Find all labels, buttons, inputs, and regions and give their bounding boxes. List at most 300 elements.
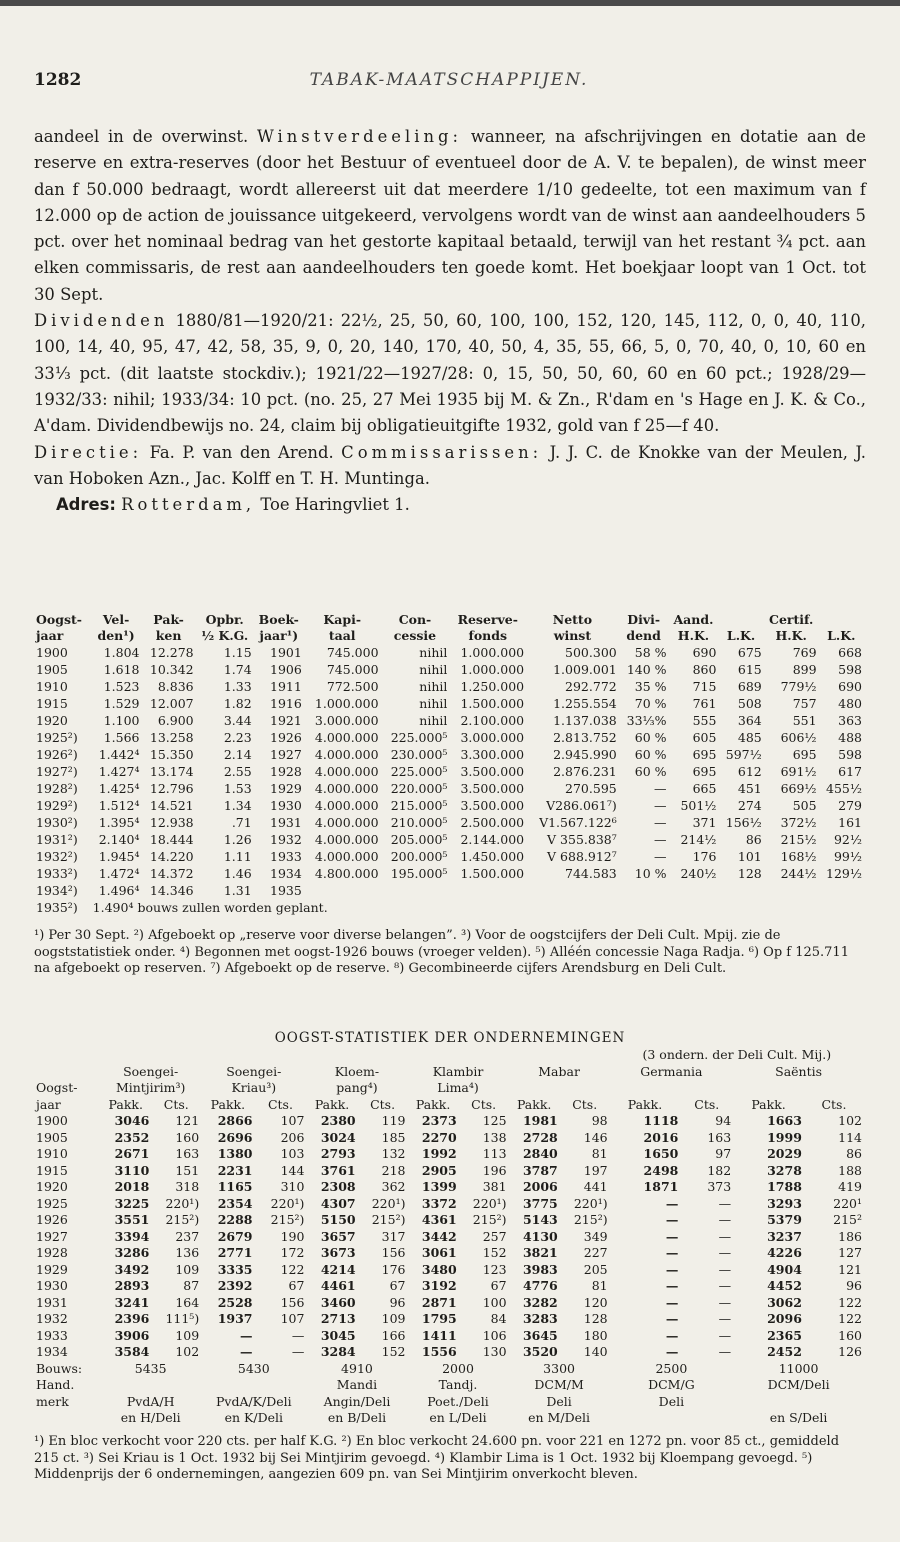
table-cell: 480 — [838, 696, 862, 711]
table-cell: Poet./Deli — [427, 1393, 489, 1409]
table-cell: 1906 — [270, 662, 302, 677]
table-cell: 81 — [591, 1278, 608, 1293]
table-cell: 3673 — [320, 1245, 356, 1260]
winstverdeeling-text: wanneer, na afschrijvingen en dotatie aan de reserve en extra-reserves (door het Bestuur of eventueel door de A. V. te bepalen), de winst meer dan f 50.000 bedraagt, wordt allereerst uit dat meerdere 1/10 gedeelte, tot een maximum van f 12.000 op de action de jouissance uitgekeerd, vervolgens wordt van de winst aan aandeelhouders 5 pct. over het nominaal bedrag van het gestorte kapitaal betaald, terwijl van het restant ¾ pct. aan elken commissaris, de rest aan aandeelhouders ten goede komt. Het boekjaar loopt van 1 Oct. tot 30 Sept. — [34, 127, 866, 304]
column-header — [610, 1080, 734, 1097]
table-cell: 668 — [838, 645, 862, 660]
table-cell: 3983 — [522, 1261, 558, 1277]
table-cell: 163 — [707, 1129, 732, 1145]
table-cell: 1.137.038 — [553, 713, 617, 728]
table-cell: — — [718, 1228, 732, 1244]
column-header: taal — [328, 628, 356, 643]
harvest-statistics-table — [34, 1047, 864, 1427]
table-cell: 1910 — [36, 1146, 68, 1161]
table-cell: 152 — [482, 1245, 507, 1260]
table-cell: 81 — [591, 1146, 608, 1161]
table-cell: merk — [36, 1393, 69, 1409]
column-header: Cts. — [163, 1096, 189, 1112]
column-header: jaar — [36, 1096, 61, 1112]
table-row — [34, 695, 864, 712]
table-cell: 1.804 — [103, 645, 140, 660]
table-cell: 364 — [737, 713, 762, 728]
table-cell: 10 % — [634, 866, 667, 881]
table-cell: 101 — [737, 849, 762, 864]
table-row — [34, 1394, 864, 1411]
table-cell: 200.000⁵ — [390, 849, 448, 864]
table-cell: 176 — [381, 1261, 406, 1277]
table-cell: 1910 — [36, 679, 68, 694]
column-header: Soengei- — [226, 1063, 282, 1079]
table-cell: 598 — [838, 662, 862, 677]
table-cell: 1915 — [36, 696, 68, 711]
table-cell: 695 — [692, 764, 717, 779]
table-cell: 2352 — [114, 1129, 150, 1145]
table-cell: 2500 — [655, 1360, 688, 1376]
table-cell: 2452 — [767, 1344, 802, 1359]
table-row — [34, 1179, 864, 1196]
table-cell: en L/Deli — [429, 1410, 487, 1425]
table-cell: — — [718, 1344, 732, 1359]
table-cell: 3278 — [767, 1162, 802, 1178]
table-cell: 151 — [175, 1162, 200, 1178]
column-header: Aand. — [673, 612, 714, 627]
table-cell: 186 — [838, 1228, 862, 1244]
table-cell: 96 — [389, 1294, 406, 1310]
table-cell: 3787 — [522, 1162, 558, 1178]
table-cell: 1929²) — [36, 798, 78, 813]
column-header: Pakk. — [108, 1096, 143, 1112]
table-cell: 4.000.000 — [314, 747, 379, 762]
table-cell: 60 % — [634, 747, 667, 762]
adres-street: Toe Haringvliet 1. — [260, 495, 410, 515]
table-cell: 3300 — [543, 1360, 575, 1376]
table-cell: 598 — [838, 747, 862, 762]
table-cell: 140 % — [626, 662, 667, 677]
table-cell: 318 — [175, 1179, 200, 1194]
table-cell: — — [665, 1261, 679, 1277]
table-cell: 1.395⁴ — [98, 815, 140, 830]
table-cell: 772.500 — [326, 679, 379, 694]
table-cell: 8.836 — [157, 679, 194, 694]
table-cell: 2.876.231 — [553, 764, 617, 779]
column-header: jaar — [36, 628, 64, 643]
table-cell: 1935²) — [36, 900, 78, 915]
column-header: Kapi- — [323, 612, 362, 627]
table-cell: 2905 — [421, 1162, 457, 1178]
table-cell: Deli — [658, 1393, 685, 1409]
table-cell: 126 — [838, 1344, 862, 1359]
table-cell: 1934 — [36, 1344, 68, 1359]
table-cell: — — [291, 1344, 305, 1359]
table-cell: 102 — [838, 1113, 862, 1128]
table-cell: 163 — [175, 1146, 200, 1161]
table-cell: 555 — [692, 713, 717, 728]
table-cell: — — [718, 1212, 732, 1227]
column-header: ½ K.G. — [201, 628, 249, 643]
column-header: H.K. — [775, 628, 807, 643]
table-cell: 3442 — [421, 1228, 457, 1244]
table-cell: 1935 — [270, 883, 302, 898]
table-cell: 230.000⁵ — [390, 747, 448, 762]
dividenden-paragraph — [34, 308, 866, 439]
table-cell: 2380 — [320, 1113, 356, 1128]
directie-text: Fa. P. van den Arend. — [149, 442, 334, 462]
table-cell: 1933 — [270, 849, 302, 864]
table-cell: 3.500.000 — [460, 781, 525, 796]
adres-city: Rotterdam, — [121, 495, 256, 515]
table-cell: 205.000⁵ — [390, 832, 448, 847]
table-cell: 1.500.000 — [460, 866, 525, 881]
table-cell: 1932 — [270, 832, 302, 847]
table-cell: 1.490⁴ bouws zullen worden geplant. — [92, 900, 328, 915]
column-header: Pakk. — [516, 1096, 552, 1112]
column-header: Cts. — [694, 1096, 720, 1112]
table-cell: 1901 — [270, 645, 302, 660]
table-cell: 11000 — [778, 1360, 819, 1376]
table-cell: 1927 — [36, 1228, 68, 1244]
table-cell: 605 — [692, 730, 717, 745]
column-header — [509, 1080, 610, 1097]
table-cell: 690 — [838, 679, 862, 694]
table-cell: — — [665, 1311, 679, 1326]
table-cell: 1905 — [36, 662, 68, 677]
column-header: Pakk. — [627, 1096, 663, 1112]
table-cell: nihil — [419, 713, 448, 728]
table-cell: 123 — [482, 1261, 507, 1277]
table-cell: 2696 — [217, 1129, 253, 1145]
table-cell: 1.618 — [103, 662, 140, 677]
column-header: Netto — [552, 612, 593, 627]
table-cell: 3061 — [421, 1245, 457, 1260]
table-cell: 60 % — [634, 764, 667, 779]
table-cell: 4.000.000 — [314, 798, 379, 813]
column-header — [34, 1047, 610, 1064]
table-cell: 4226 — [767, 1245, 802, 1260]
table-cell: 4.000.000 — [314, 815, 379, 830]
table-cell: en H/Deli — [120, 1410, 181, 1425]
table-cell: 210.000⁵ — [390, 815, 448, 830]
table-cell: 2.813.752 — [553, 730, 617, 745]
table-cell: 1911 — [270, 679, 302, 694]
table-row — [34, 746, 864, 763]
table-cell: 1900 — [36, 1113, 68, 1128]
column-header: Pakk. — [751, 1096, 786, 1112]
table-cell: 2871 — [421, 1294, 457, 1310]
table-cell: 363 — [838, 713, 862, 728]
table-cell: 109 — [381, 1311, 406, 1326]
table-cell: 144 — [280, 1162, 305, 1178]
table2-footnotes — [34, 1434, 864, 1484]
table-cell: — — [665, 1344, 679, 1359]
table-cell: — — [654, 832, 667, 847]
table-cell — [764, 882, 819, 899]
table-cell: 215½ — [780, 832, 817, 847]
adres-paragraph — [34, 492, 866, 518]
table-cell: 220¹) — [472, 1195, 507, 1211]
table-cell: 1663 — [767, 1113, 802, 1128]
table-cell: 160 — [838, 1327, 862, 1343]
table-cell: 2392 — [217, 1278, 253, 1293]
table-row — [34, 644, 864, 661]
table-cell: 128 — [737, 866, 762, 881]
table-cell: 111⁵) — [165, 1311, 200, 1326]
table-cell: — — [654, 781, 667, 796]
table-cell: — — [718, 1294, 732, 1310]
table-row — [34, 729, 864, 746]
table-header-row — [34, 1080, 864, 1097]
table-cell: 3657 — [320, 1228, 356, 1244]
table-cell: — — [718, 1195, 732, 1211]
column-header: Lima⁴) — [437, 1080, 479, 1095]
table-cell: 1925²) — [36, 730, 78, 745]
dividenden-label: Dividenden — [34, 311, 169, 331]
table-cell: 2365 — [767, 1327, 802, 1343]
table-cell: 1.15 — [223, 645, 252, 660]
table-cell — [526, 882, 619, 899]
table-cell: 182 — [707, 1162, 732, 1178]
table-cell: 485 — [737, 730, 762, 745]
column-header: Soengei- — [123, 1063, 179, 1079]
table-cell: 2528 — [217, 1294, 253, 1310]
table-cell: 5143 — [522, 1212, 558, 1227]
table-cell — [201, 1377, 306, 1394]
column-header: L.K. — [827, 628, 856, 643]
column-header: cessie — [393, 628, 437, 643]
table-cell: 4452 — [767, 1278, 802, 1293]
table-cell: — — [718, 1311, 732, 1326]
table-header-row — [34, 1064, 864, 1081]
table-row — [34, 882, 864, 899]
table-cell: en B/Deli — [327, 1410, 387, 1425]
column-header: Kloem- — [334, 1063, 380, 1079]
table-cell: 3.44 — [223, 713, 252, 728]
table-cell: 98 — [591, 1113, 608, 1128]
table-cell: 5435 — [134, 1360, 167, 1376]
table-cell: DCM/G — [648, 1377, 695, 1392]
overwinst-text: aandeel in de overwinst. — [34, 127, 249, 146]
table-cell: 128 — [583, 1311, 608, 1326]
winstverdeeling-label: Winstverdeeling: — [256, 127, 463, 146]
table-cell: 419 — [838, 1179, 862, 1194]
table-cell: 196 — [482, 1162, 507, 1178]
table-row — [34, 899, 864, 916]
table-cell: — — [665, 1278, 679, 1293]
table-cell: — — [240, 1327, 253, 1343]
table-cell: 4461 — [320, 1278, 356, 1293]
table-cell: — — [718, 1245, 732, 1260]
table-cell: 14.346 — [149, 883, 194, 898]
table-cell: 114 — [838, 1129, 862, 1145]
table-cell: 745.000 — [326, 662, 379, 677]
table-cell: 220¹) — [371, 1195, 406, 1211]
table-cell: .71 — [231, 815, 252, 830]
table-cell: nihil — [419, 679, 448, 694]
table-cell: 617 — [838, 764, 862, 779]
table-cell: — — [665, 1212, 679, 1227]
table-cell: 121 — [838, 1261, 862, 1277]
table-cell: 138 — [482, 1129, 507, 1145]
table-cell — [733, 1394, 864, 1411]
column-header: Cts. — [471, 1096, 497, 1112]
table-cell: 12.007 — [149, 696, 194, 711]
table-cell: DCM/M — [534, 1377, 584, 1392]
table-cell: 1.34 — [223, 798, 252, 813]
table-cell: 109 — [175, 1327, 200, 1343]
table-cell: 1.472⁴ — [98, 866, 140, 881]
column-header: Con- — [398, 612, 432, 627]
column-header: Boek- — [258, 612, 299, 627]
table-cell: 2.23 — [223, 730, 252, 745]
column-group-header: (3 ondern. der Deli Cult. Mij.) — [642, 1047, 832, 1062]
table-cell: 94 — [715, 1113, 732, 1128]
table-cell: 2.55 — [223, 764, 252, 779]
table-cell: 1930 — [270, 798, 302, 813]
table-row — [34, 1229, 864, 1246]
table-cell: 4361 — [421, 1212, 457, 1227]
table-cell: 220¹ — [833, 1195, 862, 1211]
table-cell: 14.521 — [149, 798, 194, 813]
table-row — [34, 1212, 864, 1229]
table-cell: 1934 — [270, 866, 302, 881]
table-cell: — — [665, 1195, 679, 1211]
table-row — [34, 814, 864, 831]
column-header — [34, 1064, 100, 1081]
table-header-row — [34, 612, 864, 628]
table-cell: 1905 — [36, 1129, 68, 1145]
table-cell: 3282 — [522, 1294, 558, 1310]
column-header: Certif. — [769, 612, 814, 627]
table-cell — [669, 882, 719, 899]
table-cell — [610, 1410, 734, 1427]
table-cell: 1930²) — [36, 815, 78, 830]
table-cell: — — [654, 849, 667, 864]
table-cell: 691½ — [780, 764, 817, 779]
top-border — [0, 0, 900, 6]
table-cell: 172 — [280, 1245, 305, 1260]
table-row — [34, 780, 864, 797]
table-cell: 488 — [838, 730, 862, 745]
table-cell: 146 — [583, 1129, 608, 1145]
table-cell: V 688.912⁷ — [547, 849, 617, 864]
table-cell: 3045 — [320, 1327, 356, 1343]
harvest-financial-table — [34, 612, 864, 916]
table-cell: 215²) — [573, 1212, 608, 1227]
table-cell: 779½ — [780, 679, 817, 694]
table-cell: — — [718, 1327, 732, 1343]
table-cell: 121 — [175, 1113, 200, 1128]
table-cell: 195.000⁵ — [390, 866, 448, 881]
table-row — [34, 661, 864, 678]
table-cell: 689 — [737, 679, 762, 694]
column-header: Oogst- — [36, 1080, 78, 1095]
table-cell: 1.250.000 — [460, 679, 525, 694]
adres-label: Adres: — [56, 495, 116, 515]
table-row — [34, 1196, 864, 1213]
table-cell: 12.796 — [149, 781, 194, 796]
table-cell: 1.500.000 — [460, 696, 525, 711]
table-cell: 129½ — [826, 866, 862, 881]
table-cell: 220¹) — [270, 1195, 305, 1211]
column-header: Saëntis — [775, 1063, 823, 1079]
table-cell: 615 — [737, 662, 762, 677]
column-header: Germania — [640, 1063, 703, 1079]
table-cell: en K/Deli — [224, 1410, 283, 1425]
table-cell: 2396 — [114, 1311, 150, 1326]
table-cell: 745.000 — [326, 645, 379, 660]
table-cell: 1933 — [36, 1327, 68, 1343]
table-row — [34, 1278, 864, 1295]
table-cell: 4776 — [522, 1278, 558, 1293]
oogst-statistiek-title: OOGST-STATISTIEK DER ONDERNEMINGEN — [274, 1030, 626, 1046]
table-cell: 270.595 — [565, 781, 617, 796]
table-cell: 122 — [838, 1294, 862, 1310]
table-row — [34, 1344, 864, 1361]
table-cell: 103 — [280, 1146, 305, 1161]
directie-label: Directie: — [34, 442, 143, 462]
table-header-row — [34, 628, 864, 644]
column-header: Reserve- — [457, 612, 518, 627]
column-header: Kriau³) — [231, 1080, 277, 1095]
table-cell: 215²) — [165, 1212, 200, 1227]
table-cell — [381, 882, 450, 899]
table-cell: 373 — [707, 1179, 732, 1194]
table-cell: 1795 — [421, 1311, 457, 1326]
table-cell: 127 — [838, 1245, 862, 1260]
table-cell: 1900 — [36, 645, 68, 660]
table-cell: 1934²) — [36, 883, 78, 898]
column-header: dend — [626, 628, 661, 643]
table-cell: — — [718, 1278, 732, 1293]
table-cell: 2373 — [421, 1113, 457, 1128]
table-cell: 1380 — [217, 1146, 253, 1161]
table-cell: 35 % — [634, 679, 667, 694]
table-cell: 1.26 — [223, 832, 252, 847]
table-cell: — — [240, 1344, 253, 1359]
table-cell: 206 — [280, 1129, 305, 1145]
table-cell: 215² — [833, 1212, 862, 1227]
table-cell: 606½ — [780, 730, 817, 745]
company-description — [34, 124, 866, 518]
table-cell: 1992 — [421, 1146, 457, 1161]
table-cell: 501½ — [680, 798, 717, 813]
table-cell: 769 — [792, 645, 817, 660]
table-row — [34, 865, 864, 882]
table-cell: 215²) — [472, 1212, 507, 1227]
table-cell — [304, 882, 381, 899]
table-cell: 2354 — [217, 1195, 253, 1211]
table-cell: 1932 — [36, 1311, 68, 1326]
table-cell: 220¹) — [165, 1195, 200, 1211]
table-cell: 152 — [381, 1344, 406, 1359]
table-cell — [34, 1410, 100, 1427]
table-cell: 3293 — [767, 1195, 802, 1211]
table-cell: 240½ — [680, 866, 717, 881]
table-cell: en S/Deli — [769, 1410, 828, 1425]
table-cell: DCM/Deli — [767, 1377, 830, 1392]
column-header: Pakk. — [210, 1096, 246, 1112]
table-cell: 551 — [792, 713, 817, 728]
table-cell: 18.444 — [149, 832, 194, 847]
table-cell: 1.74 — [223, 662, 252, 677]
table-header-row — [34, 1047, 864, 1064]
table-cell: 220.000⁵ — [390, 781, 448, 796]
table-cell: 1.496⁴ — [98, 883, 140, 898]
table-cell: 1.31 — [223, 883, 252, 898]
table-cell: 244½ — [780, 866, 817, 881]
table-cell: PvdA/H — [126, 1393, 175, 1409]
table-cell: 4.000.000 — [314, 781, 379, 796]
table-cell: 2793 — [320, 1146, 356, 1161]
